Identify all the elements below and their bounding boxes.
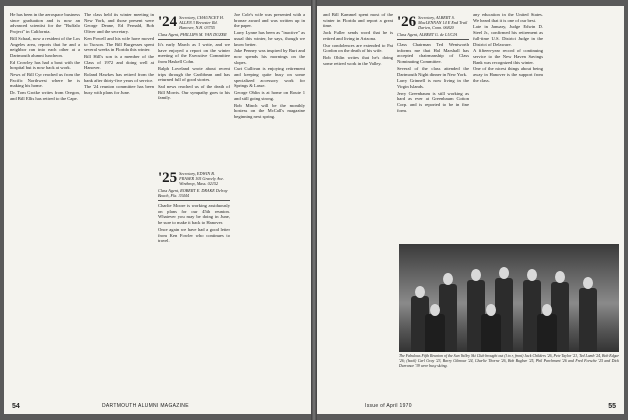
reunion-photo xyxy=(399,244,619,352)
left-column-1 xyxy=(10,12,80,397)
left-page xyxy=(4,6,311,414)
paragraph: Jerry Greenbaum is still working as hard as ever at Greenbaum Cotton Corp. and is reported to be in fine form. xyxy=(397,90,469,113)
paragraph: Bill Schaal, now a resident of the Los Angeles area, reports that he and a neighbor ran into each other at a Dartmouth alumni luncheon. xyxy=(10,35,80,58)
paragraph: Jake Penney was inspired by Burt and now spends his mornings on the slopes. xyxy=(234,48,305,65)
paragraph: Our condolences are extended to Pat Gordon on the death of his wife. xyxy=(323,42,393,54)
class-header-25 xyxy=(158,171,230,186)
paragraph: Curt Cullivan is enjoying retirement and keeping quite busy on some specialized accessory work for Springs & Lasse. xyxy=(234,66,305,89)
divider xyxy=(158,39,230,40)
paragraph: Larry Lynne has been as "inactive" as usual this winter, he says, though we know better. xyxy=(234,30,305,47)
paragraph: Bob Ohlin writes that he's doing some retired work in the Valley. xyxy=(323,54,393,66)
class-agent: Class Agent, ALBERT G. de LUCIA xyxy=(397,32,458,37)
paragraph: It's early March as I write, and we have enjoyed a report on the winter meeting of the Executive Committee from Haskell Cohn. xyxy=(158,42,230,65)
left-footer xyxy=(12,402,303,411)
paragraph: Jack Fuller sends word that he is retired and living in Arizona. xyxy=(323,30,393,41)
paragraph: Charlie Moore is working assiduously on plans for our 45th reunion. Whatever you may be doing in June, be sure to make it back to Hanover. xyxy=(158,203,230,226)
photo-caption: The Fabulous Fifth Reunion of the Sun Valley Ski Club brought out (l to r, front) Jack Childers '26, Pete Taylor '21, Ted Lamb '24, Bob Edgar '26; (back) Carl Gray '23, Barry Gilmour '24, Charlie Thorne '26, Bob Bugbee '25, Phil Parchment '26 and Fred Forsche '25 and Dick Durrance '39 were busy skiing. xyxy=(399,354,619,368)
paragraph: A fifteen-year record of continuing service to the New Haven Savings Bank was recognized this winter. xyxy=(473,48,543,65)
class-agent: Class Agent, PHILLIPS M. VAN DUZER xyxy=(158,32,227,37)
paragraph: Class Chairman Ted Wentworth informs me that Hal Marshall has accepted chairmanship of Class Nominating Committee. xyxy=(397,42,469,65)
issue-label: Issue of April 1970 xyxy=(365,403,412,409)
paragraph: Ken Powell and his wife have moved to Tucson. The Bill Burgesses spent several weeks in Florida this winter. xyxy=(84,35,154,53)
paragraph: The class held its winter meeting in New York, and those present were George Deane, Ed Fernald, Bob Oliver and the secretary. xyxy=(84,12,154,35)
paragraph: The '24 reunion committee has been busy with plans for June. xyxy=(84,84,154,96)
paragraph: He has been in the aerospace business since graduation and is now an advanced scientist for the "Buffalo Project" in California. xyxy=(10,12,80,35)
paragraph: Late in January, Judge Edwin D. Steel Jr., confirmed his retirement as full-time U.S. District Judge in the District of Delaware. xyxy=(473,24,543,47)
page-number: 55 xyxy=(608,403,616,410)
paragraph: and Bill Kammel spent most of the winter in Florida and report a great time. xyxy=(323,12,393,29)
right-footer xyxy=(325,402,616,411)
paragraph: any education in the United States. We heard that it is one of our best. xyxy=(473,12,543,23)
class-year: '24 xyxy=(158,14,178,30)
class-year: '26 xyxy=(397,14,417,30)
paragraph: News of Bill Cyr reached us from the Pacific Northwest where he is making his home. xyxy=(10,72,80,89)
magazine-title: DARTMOUTH ALUMNI MAGAZINE xyxy=(102,403,189,409)
class-header-24 xyxy=(158,15,230,30)
left-column-3 xyxy=(158,12,230,397)
class-year: '25 xyxy=(158,170,178,187)
divider xyxy=(158,200,230,201)
paragraph: Joe Cole's wife was presented with a bronze award and was written up in the paper. xyxy=(234,12,305,29)
paragraph: Sad news reached us of the death of Bill Morris. Our sympathy goes to his family. xyxy=(158,83,230,101)
class-secretary: Secretary, EDWIN B. FRASER 105 Gravely Ave. Winthrop, Mass. 02152 xyxy=(179,171,224,187)
right-page xyxy=(317,6,624,414)
paragraph: Bill Hill's son is a member of the Class of 1972 and doing well at Hanover. xyxy=(84,53,154,71)
divider xyxy=(397,39,469,40)
paragraph: Ralph Loveland wrote about recent trips through the Caribbean and has returned full of good stories. xyxy=(158,65,230,83)
paragraph: Several of the class attended the Dartmouth Night dinner in New York. xyxy=(397,65,469,77)
page-number: 54 xyxy=(12,403,20,410)
right-column-1 xyxy=(323,12,393,397)
class-header-26 xyxy=(397,15,469,30)
left-column-2 xyxy=(84,12,154,397)
paragraph: Larry Grinnell is now living in the Virgin Islands. xyxy=(397,78,469,89)
class-secretary: Secretary, ALBERT S. MacLENNAN 14 E End Trail Darien, Conn. 06820 xyxy=(418,15,468,30)
paragraph: Roland Hawkes has retired from the bank after thirty-five years of service. xyxy=(84,72,154,83)
paragraph: Bob Minch will be the monthly hostess on the McCall's magazine beginning next spring. xyxy=(234,102,305,119)
paragraph: One of the nicest things about being away in Hanover is the support from the class. xyxy=(473,66,543,83)
left-column-4 xyxy=(234,12,305,397)
paragraph: George Ohlin is at home on Route 1 and still going strong. xyxy=(234,90,305,101)
class-secretary: Secretary, CHAUNCEY H. ALLEN 3 Brewster Rd. Hanover, N.H. 03755 xyxy=(179,15,224,30)
class-agent: Class Agent, ROBERT E. DRAKE Delray Beach, Fla. 33444 xyxy=(158,188,228,199)
paragraph: Once again we have had a good letter from Ken Fowler who continues to travel. xyxy=(158,226,230,244)
paragraph: Dr. Tom Grotke writes from Oregon, and Bill Ellis has retired to the Cape. xyxy=(10,90,80,101)
paragraph: Ed Crowley has had a bout with the hospital but is now back at work. xyxy=(10,59,80,71)
